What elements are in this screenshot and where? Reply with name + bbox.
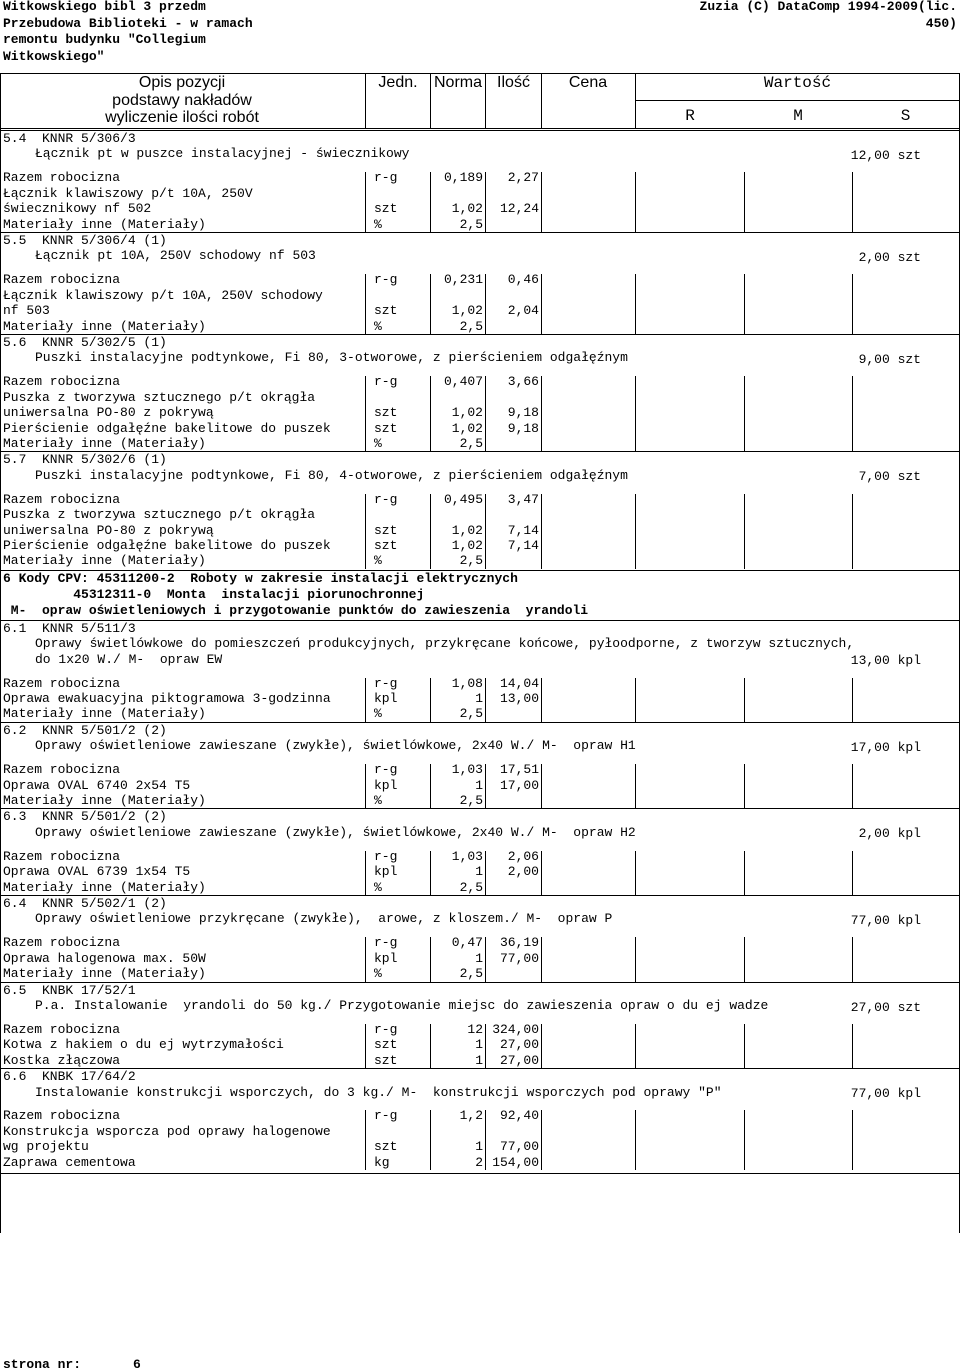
resource-norma: 1	[475, 864, 483, 880]
position-number: 6.4	[3, 896, 27, 911]
resource-name: Razem robocizna	[3, 762, 121, 778]
resource-norma: 2	[475, 1154, 483, 1170]
rule-line	[430, 172, 431, 232]
resource-norma: 2,5	[459, 706, 483, 722]
position-number: 6.5	[3, 982, 27, 998]
column-header-ilosc: Ilość	[497, 74, 530, 91]
resource-name: Materiały inne (Materiały)	[3, 216, 206, 232]
rule-line	[365, 274, 366, 334]
resource-ilosc: 3,66	[507, 374, 539, 390]
resource-name: Oprawa halogenowa max. 50W	[3, 950, 206, 966]
column-header-jedn: Jedn.	[378, 74, 418, 91]
rule-line	[430, 274, 431, 334]
rule-line	[485, 494, 486, 569]
rule-line	[852, 678, 853, 722]
rule-line	[852, 1110, 853, 1170]
rule-line	[485, 1110, 486, 1170]
resource-norma: 1,03	[451, 762, 483, 778]
rule-line	[744, 274, 745, 334]
rule-line	[430, 494, 431, 569]
header-title-line: remontu budynku "Collegium	[3, 32, 206, 47]
rule-line	[744, 172, 745, 232]
footer-page-label: strona nr:	[3, 1357, 82, 1372]
position-number: 6.3	[3, 809, 27, 825]
resource-ilosc: 2,27	[507, 170, 539, 186]
rule-line	[485, 172, 486, 232]
resource-norma: 0,47	[451, 935, 483, 951]
resource-unit: szt	[374, 1052, 398, 1068]
rule-line	[485, 376, 486, 451]
rule-line	[541, 1024, 542, 1068]
position-total-quantity: 77,00 kpl	[850, 1086, 921, 1102]
resource-unit: kpl	[374, 950, 398, 966]
resource-norma: 0,495	[443, 491, 483, 507]
resource-norma: 1,02	[451, 420, 483, 436]
rule-line	[635, 100, 960, 101]
resource-norma: 2,5	[459, 966, 483, 982]
column-header-m: M	[793, 107, 803, 125]
resource-name: Łącznik klawiszowy p/t 10A, 250V schodowy	[3, 287, 323, 303]
rule-line	[852, 1024, 853, 1068]
rule-line	[852, 274, 853, 334]
rule-line	[365, 937, 366, 981]
resource-name: Łącznik klawiszowy p/t 10A, 250V	[3, 185, 253, 201]
resource-name: Materiały inne (Materiały)	[3, 706, 206, 722]
rule-line	[541, 851, 542, 895]
rule-line	[365, 73, 366, 128]
resource-ilosc: 14,04	[499, 675, 539, 691]
header-title-line: Witkowskiego bibl 3 przedm	[3, 0, 206, 14]
position-description: Instalowanie konstrukcji wsporczych, do 3 kg./ M- konstrukcji wsporczych pod oprawy "P"	[35, 1084, 722, 1100]
resource-unit: r-g	[374, 1108, 398, 1124]
column-header-norma: Norma	[433, 74, 482, 91]
rule-line	[430, 764, 431, 808]
rule-line	[635, 1024, 636, 1068]
resource-name: Konstrukcja wsporcza pod oprawy halogenowe	[3, 1123, 331, 1139]
resource-norma: 1,02	[451, 303, 483, 319]
header-title-line: Przebudowa Biblioteki - w ramach	[3, 15, 253, 31]
position-description: Łącznik pt 10A, 250V schodowy nf 503	[35, 248, 316, 264]
rule-line	[635, 172, 636, 232]
resource-unit: %	[374, 553, 382, 569]
rule-line	[744, 1024, 745, 1068]
rule-line	[635, 376, 636, 451]
resource-norma: 1,02	[451, 405, 483, 421]
position-number: 5.7	[3, 452, 27, 468]
rule-line	[485, 678, 486, 722]
resource-unit: r-g	[374, 170, 398, 186]
resource-name: Oprawa OVAL 6740 2x54 T5	[3, 777, 191, 793]
resource-name: Razem robocizna	[3, 675, 121, 691]
resource-norma: 0,189	[443, 170, 483, 186]
rule-line	[541, 274, 542, 334]
resource-ilosc: 17,51	[499, 762, 539, 778]
resource-ilosc: 2,04	[507, 303, 539, 319]
header-license-line: 450)	[925, 15, 957, 31]
rule-line	[852, 937, 853, 981]
resource-unit: %	[374, 216, 382, 232]
position-total-quantity: 13,00 kpl	[850, 653, 921, 669]
rule-line	[485, 764, 486, 808]
resource-name: Materiały inne (Materiały)	[3, 793, 206, 808]
resource-ilosc: 77,00	[499, 1139, 539, 1155]
position-basis: KNNR 5/502/1 (2)	[42, 896, 167, 911]
position-number: 6.2	[3, 722, 27, 738]
rule-line	[852, 494, 853, 569]
resource-name: Pierścienie odgałęźne bakelitowe do puszek	[3, 538, 331, 553]
column-header-s: S	[900, 107, 911, 125]
resource-norma: 1,02	[451, 538, 483, 553]
resource-name: Puszka z tworzywa sztucznego p/t okrągła	[3, 389, 316, 405]
resource-unit: szt	[374, 405, 398, 421]
resource-norma: 2,5	[459, 793, 483, 808]
rule-line	[541, 937, 542, 981]
resource-ilosc: 2,00	[507, 864, 539, 880]
rule-line	[430, 376, 431, 451]
resource-unit: %	[374, 436, 382, 451]
rule-line	[635, 764, 636, 808]
cpv-group-heading: 45312311-0 Monta instalacji piorunochronnej	[3, 586, 425, 602]
resource-norma: 2,5	[459, 436, 483, 451]
rule-line	[852, 851, 853, 895]
position-description: Oprawy oświetleniowe zawieszane (zwykłe), świetlówkowe, 2x40 W./ M- opraw H1	[35, 738, 636, 754]
rule-line	[0, 1068, 960, 1069]
position-description: do 1x20 W./ M- opraw EW	[35, 651, 223, 667]
resource-unit: r-g	[374, 1021, 398, 1037]
rule-line	[541, 494, 542, 569]
resource-ilosc: 9,18	[507, 420, 539, 436]
rule-line	[0, 128, 960, 129]
rule-line	[744, 851, 745, 895]
rule-line	[541, 764, 542, 808]
rule-line	[430, 1110, 431, 1170]
resource-unit: %	[374, 318, 382, 334]
resource-unit: szt	[374, 538, 398, 553]
position-basis: KNNR 5/306/3	[42, 131, 136, 146]
position-total-quantity: 12,00 szt	[850, 147, 921, 163]
position-number: 5.5	[3, 233, 27, 248]
rule-line	[541, 376, 542, 451]
resource-name: Materiały inne (Materiały)	[3, 879, 206, 895]
rule-line	[430, 937, 431, 981]
resource-unit: szt	[374, 420, 398, 436]
resource-name: Razem robocizna	[3, 170, 121, 186]
resource-norma: 1	[475, 1139, 483, 1155]
resource-norma: 1,08	[451, 675, 483, 691]
position-basis: KNBK 17/52/1	[42, 982, 136, 998]
resource-norma: 12	[467, 1021, 483, 1037]
resource-norma: 2,5	[459, 879, 483, 895]
position-total-quantity: 2,00 szt	[858, 249, 921, 265]
rule-line	[0, 73, 1, 1233]
resource-ilosc: 324,00	[492, 1021, 539, 1037]
resource-name: Pierścienie odgałęźne bakelitowe do puszek	[3, 420, 331, 436]
rule-line	[0, 1171, 1, 1175]
rule-line	[430, 851, 431, 895]
rule-line	[744, 937, 745, 981]
resource-ilosc: 9,18	[507, 405, 539, 421]
resource-name: Kostka złączowa	[3, 1052, 121, 1068]
resource-ilosc: 92,40	[499, 1108, 539, 1124]
rule-line	[635, 1110, 636, 1170]
resource-unit: r-g	[374, 762, 398, 778]
rule-line	[635, 851, 636, 895]
rule-line	[635, 494, 636, 569]
position-description: Puszki instalacyjne podtynkowe, Fi 80, 3-otworowe, z pierścieniem odgałęźnym	[35, 350, 628, 366]
resource-unit: %	[374, 966, 382, 982]
resource-norma: 0,231	[443, 272, 483, 288]
position-description: Oprawy oświetleniowe przykręcane (zwykłe), arowe, z kloszem./ M- opraw P	[35, 911, 613, 927]
rule-line	[365, 1110, 366, 1170]
resource-ilosc: 27,00	[499, 1052, 539, 1068]
resource-unit: r-g	[374, 491, 398, 507]
rule-line	[852, 764, 853, 808]
resource-name: Razem robocizna	[3, 1108, 121, 1124]
resource-ilosc: 17,00	[499, 777, 539, 793]
resource-unit: r-g	[374, 374, 398, 390]
resource-ilosc: 13,00	[499, 691, 539, 706]
resource-name: świecznikowy nf 502	[3, 201, 152, 217]
resource-ilosc: 36,19	[499, 935, 539, 951]
resource-name: Materiały inne (Materiały)	[3, 966, 206, 982]
position-basis: KNBK 17/64/2	[42, 1069, 136, 1085]
position-basis: KNNR 5/511/3	[42, 620, 136, 636]
rule-line	[744, 1110, 745, 1170]
rule-line	[744, 494, 745, 569]
rule-line	[365, 172, 366, 232]
resource-name: Oprawa OVAL 6739 1x54 T5	[3, 864, 191, 880]
position-total-quantity: 9,00 szt	[858, 351, 921, 367]
position-total-quantity: 77,00 kpl	[850, 912, 921, 928]
rule-line	[365, 1024, 366, 1068]
header-title-line: Witkowskiego"	[3, 48, 105, 64]
resource-unit: kpl	[374, 864, 398, 880]
rule-line	[365, 764, 366, 808]
rule-line	[541, 678, 542, 722]
resource-norma: 1	[475, 950, 483, 966]
rule-line	[365, 678, 366, 722]
rule-line	[852, 376, 853, 451]
resource-unit: szt	[374, 1037, 398, 1053]
position-number: 6.6	[3, 1069, 27, 1085]
resource-unit: szt	[374, 1139, 398, 1155]
resource-ilosc: 77,00	[499, 950, 539, 966]
footer-page-number: 6	[133, 1357, 141, 1372]
resource-unit: r-g	[374, 272, 398, 288]
resource-name: Puszka z tworzywa sztucznego p/t okrągła	[3, 507, 316, 523]
resource-unit: kpl	[374, 691, 398, 706]
position-total-quantity: 7,00 szt	[858, 469, 921, 485]
resource-ilosc: 12,24	[499, 201, 539, 217]
resource-name: Razem robocizna	[3, 1021, 121, 1037]
cpv-group-heading: M- opraw oświetleniowych i przygotowanie punktów do zawieszenia yrandoli	[3, 602, 589, 618]
resource-name: Razem robocizna	[3, 848, 121, 864]
rule-line	[0, 1173, 960, 1174]
position-basis: KNNR 5/501/2 (2)	[42, 809, 167, 825]
position-description: P.a. Instalowanie yrandoli do 50 kg./ Przygotowanie miejsc do zawieszenia opraw o du ej wadze	[35, 998, 769, 1013]
resource-norma: 2,5	[459, 318, 483, 334]
rule-line	[744, 678, 745, 722]
column-header-opis: podstawy nakładów	[112, 91, 252, 109]
resource-name: Materiały inne (Materiały)	[3, 553, 206, 569]
resource-name: Kotwa z hakiem o du ej wytrzymałości	[3, 1037, 284, 1053]
resource-norma: 1,02	[451, 522, 483, 538]
position-description: Puszki instalacyjne podtynkowe, Fi 80, 4-otworowe, z pierścieniem odgałęźnym	[35, 467, 628, 483]
resource-name: Razem robocizna	[3, 491, 121, 507]
rule-line	[635, 678, 636, 722]
resource-ilosc: 7,14	[507, 538, 539, 553]
rule-line	[744, 376, 745, 451]
position-number: 5.4	[3, 131, 27, 146]
rule-line	[365, 851, 366, 895]
resource-ilosc: 2,06	[507, 848, 539, 864]
resource-name: Razem robocizna	[3, 935, 121, 951]
resource-norma: 1,03	[451, 848, 483, 864]
position-basis: KNNR 5/306/4 (1)	[42, 233, 167, 248]
resource-name: uniwersalna PO-80 z pokrywą	[3, 405, 214, 421]
resource-name: Materiały inne (Materiały)	[3, 318, 206, 334]
resource-unit: kg	[374, 1154, 390, 1170]
resource-norma: 1,2	[459, 1108, 483, 1124]
resource-unit: kpl	[374, 777, 398, 793]
rule-line	[0, 130, 960, 131]
rule-line	[430, 678, 431, 722]
resource-unit: %	[374, 879, 382, 895]
resource-ilosc: 7,14	[507, 522, 539, 538]
position-basis: KNNR 5/302/6 (1)	[42, 452, 167, 468]
rule-line	[635, 937, 636, 981]
rule-line	[852, 172, 853, 232]
position-total-quantity: 17,00 kpl	[850, 739, 921, 755]
resource-unit: %	[374, 793, 382, 808]
rule-line	[541, 172, 542, 232]
resource-norma: 1	[475, 691, 483, 706]
rule-line	[430, 1024, 431, 1068]
position-description: Oprawy świetlówkowe do pomieszczeń produkcyjnych, przykręcane końcowe, pyłoodporne, z tworzyw sztucznych,	[35, 636, 855, 652]
rule-line	[485, 274, 486, 334]
resource-norma: 1,02	[451, 201, 483, 217]
position-number: 6.1	[3, 620, 27, 636]
resource-name: nf 503	[3, 303, 50, 319]
rule-line	[0, 620, 960, 621]
column-header-cena: Cena	[568, 74, 608, 91]
resource-name: Zaprawa cementowa	[3, 1154, 136, 1170]
resource-name: uniwersalna PO-80 z pokrywą	[3, 522, 214, 538]
resource-unit: r-g	[374, 848, 398, 864]
resource-name: Materiały inne (Materiały)	[3, 436, 206, 451]
resource-norma: 2,5	[459, 553, 483, 569]
rule-line	[485, 937, 486, 981]
cpv-group-heading: 6 Kody CPV: 45311200-2 Roboty w zakresie instalacji elektrycznych	[3, 570, 518, 586]
resource-ilosc: 3,47	[507, 491, 539, 507]
rule-line	[635, 274, 636, 334]
position-description: Łącznik pt w puszce instalacyjnej - świecznikowy	[35, 146, 410, 162]
resource-norma: 1	[475, 1052, 483, 1068]
resource-unit: r-g	[374, 935, 398, 951]
column-header-r: R	[685, 107, 695, 125]
resource-unit: szt	[374, 303, 398, 319]
resource-name: wg projektu	[3, 1139, 89, 1155]
position-description: Oprawy oświetleniowe zawieszane (zwykłe), świetlówkowe, 2x40 W./ M- opraw H2	[35, 824, 636, 840]
rule-line	[485, 1024, 486, 1068]
rule-line	[541, 1110, 542, 1170]
resource-unit: %	[374, 706, 382, 722]
resource-name: Razem robocizna	[3, 272, 121, 288]
resource-unit: szt	[374, 522, 398, 538]
resource-unit: r-g	[374, 675, 398, 691]
resource-ilosc: 154,00	[492, 1154, 539, 1170]
resource-norma: 1	[475, 1037, 483, 1053]
rule-line	[485, 851, 486, 895]
resource-name: Oprawa ewakuacyjna piktogramowa 3-godzinna	[3, 691, 331, 706]
column-header-wartosc: Wartość	[763, 74, 832, 92]
rule-line	[0, 982, 960, 983]
column-header-opis: Opis pozycji	[138, 74, 226, 91]
resource-ilosc: 27,00	[499, 1037, 539, 1053]
position-basis: KNNR 5/302/5 (1)	[42, 335, 167, 350]
position-number: 5.6	[3, 335, 27, 350]
resource-norma: 2,5	[459, 216, 483, 232]
resource-name: Razem robocizna	[3, 374, 121, 390]
resource-unit: szt	[374, 201, 398, 217]
rule-line	[365, 494, 366, 569]
resource-norma: 1	[475, 777, 483, 793]
column-header-opis: wyliczenie ilości robót	[105, 109, 259, 126]
rule-line	[744, 764, 745, 808]
position-total-quantity: 27,00 szt	[850, 999, 921, 1015]
rule-line	[365, 376, 366, 451]
position-total-quantity: 2,00 kpl	[858, 826, 921, 842]
position-basis: KNNR 5/501/2 (2)	[42, 722, 167, 738]
resource-norma: 0,407	[443, 374, 483, 390]
resource-ilosc: 0,46	[507, 272, 539, 288]
header-license-line: Zuzia (C) DataComp 1994-2009(lic.	[699, 0, 957, 14]
